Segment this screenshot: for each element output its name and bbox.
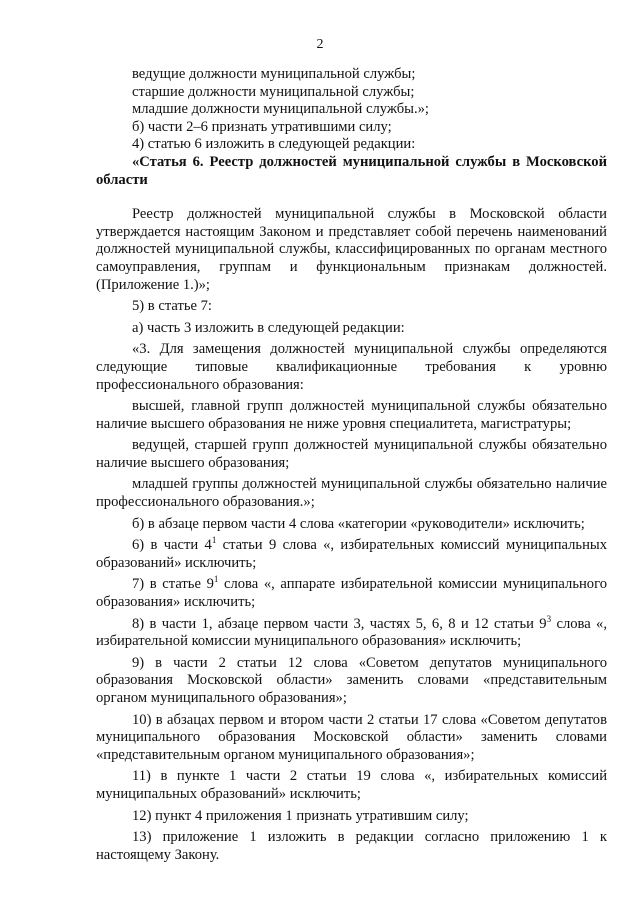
paragraph-18: 9) в части 2 статьи 12 слова «Советом депутатов муниципального образования Московской области» заменить словами «представительным органом муниципального образования»;: [96, 654, 607, 706]
paragraph-registry: Реестр должностей муниципальной службы в Московской области утверждается настоящим Законом и представляет собой перечень наименований должностей муниципальной службы, классифицированных по органам местного самоуправления, группам и функциональным признакам должностей. (Приложение 1.)»;: [96, 206, 607, 293]
paragraph-19: 10) в абзацах первом и втором части 2 статьи 17 слова «Советом депутатов муниципального образования Московской области» заменить словами «представительным органом муниципального образования»;: [96, 711, 607, 763]
paragraph-17-text-a: 8) в части 1, абзаце первом части 3, частях 5, 6, 8 и 12 статьи 9: [132, 615, 547, 632]
paragraph-12: ведущей, старшей групп должностей муниципальной службы обязательно наличие высшего образования;: [96, 437, 607, 471]
page-number: 2: [316, 37, 324, 52]
paragraph-10: «3. Для замещения должностей муниципальной службы определяются следующие типовые квалификационные требования к уровню профессионального образования:: [96, 341, 607, 393]
paragraph-16: [96, 576, 607, 611]
paragraph-3: младшие должности муниципальной службы.»;: [132, 101, 429, 118]
paragraph-21: 12) пункт 4 приложения 1 признать утратившим силу;: [132, 807, 469, 824]
paragraph-5: 4) статью 6 изложить в следующей редакции:: [132, 136, 416, 153]
paragraph-14: б) в абзаце первом части 4 слова «категории «руководители» исключить;: [132, 515, 585, 532]
paragraph-15-text-a: 6) в части 4: [132, 537, 212, 554]
paragraph-11: высшей, главной групп должностей муниципальной службы обязательно наличие высшего образования не ниже уровня специалитета, магистратуры;: [96, 398, 607, 432]
article-6-heading: «Статья 6. Реестр должностей муниципальной службы в Московской области: [96, 153, 607, 188]
paragraph-4: б) части 2–6 признать утратившими силу;: [132, 118, 392, 135]
paragraph-20: 11) в пункте 1 части 2 статьи 19 слова «, избирательных комиссий муниципальных образований» исключить;: [96, 768, 607, 802]
paragraph-16-text-b: слова «, аппарате избирательной комиссии муниципального образования» исключить;: [96, 576, 607, 611]
paragraph-15-text-b: статьи 9 слова «, избирательных комиссий муниципальных образований» исключить;: [96, 537, 607, 571]
paragraph-13: младшей группы должностей муниципальной службы обязательно наличие профессионального образования.»;: [96, 476, 607, 511]
paragraph-15: [96, 537, 607, 572]
paragraph-16-superscript: 1: [213, 574, 219, 585]
paragraph-17-text-b: слова «, избирательной комиссии муниципального образования» исключить;: [96, 615, 607, 650]
paragraph-2: старшие должности муниципальной службы;: [132, 83, 415, 100]
paragraph-1: ведущие должности муниципальной службы;: [132, 66, 416, 82]
paragraph-8: 5) в статье 7:: [132, 298, 212, 315]
paragraph-17: [96, 613, 607, 651]
paragraph-9: а) часть 3 изложить в следующей редакции:: [132, 319, 405, 336]
document-body: [96, 66, 607, 864]
paragraph-16-text-a: 7) в статье 9: [132, 576, 214, 593]
paragraph-15-superscript: 1: [211, 535, 217, 546]
paragraph-17-superscript: 3: [546, 613, 552, 624]
paragraph-22: 13) приложение 1 изложить в редакции согласно приложению 1 к настоящему Закону.: [96, 829, 607, 863]
